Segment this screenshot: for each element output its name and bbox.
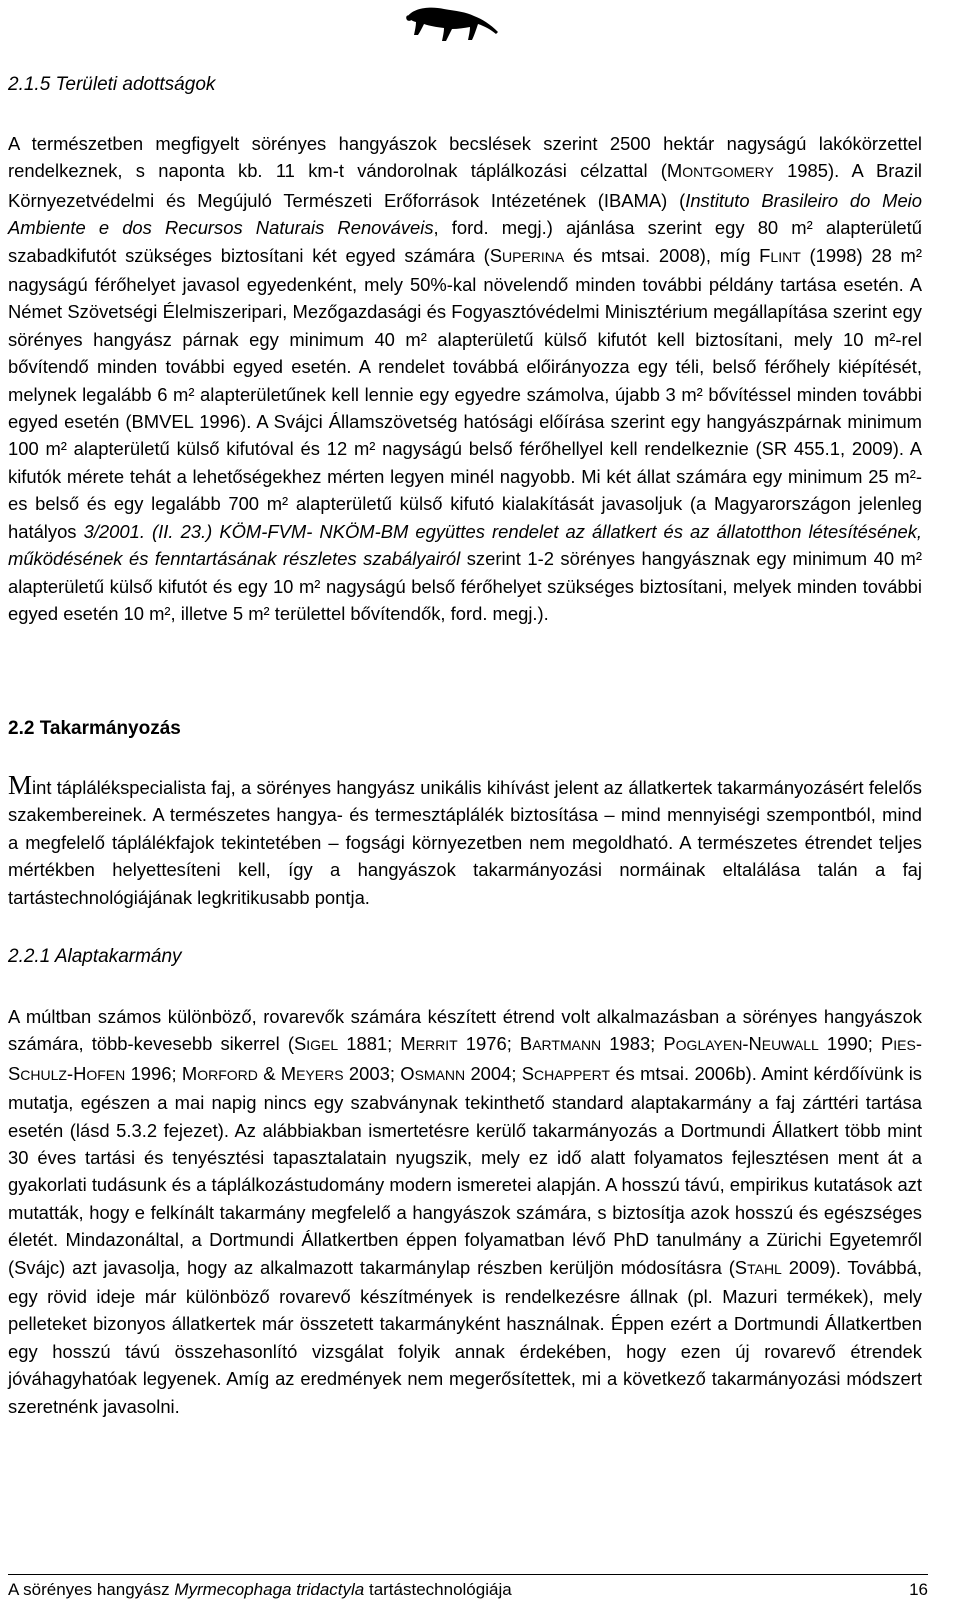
paragraph-takarmanyozas: Mint táplálékspecialista faj, a sörényes hangyász unikális kihívást jelent az állatkertek takarmányozásért felelős szakembereinek. A természetes hangya- és termesztáplálék biztosítása – mind mennyiségi szempontból, mind a megfelelő táplálékfajok tekintetében – fogsági környezetben nem megoldható. A természetes étrendet teljes mértékben helyettesíteni kell, így a hangyászok takarmányozási normáinak eltalálása talán a faj tartástechnológiájának legkritikusabb pontja. <box>8 770 922 908</box>
paragraph-teruleti-adottsagok: A természetben megfigyelt sörényes hangyászok becslések szerint 2500 hektár nagyságú lakókörzettel rendelkeznek, s naponta kb. 11 km-t vándorolnak táplálkozási célzattal (MONTGOMERY 1985). A Brazil Környezetvédelmi és Megújuló Természeti Erőforrások Intézetének (IBAMA) (Instituto Brasileiro do Meio Ambiente e dos Recursos Naturais Renováveis, ford. megj.) ajánlása szerint egy 80 m² alapterületű szabadkifutót szükséges biztosítani két egyed számára (SUPERINA és mtsai. 2008), míg FLINT (1998) 28 m² nagyságú férőhelyet javasol egyedenként, mely 50%-kal növelendő minden további példány tartása esetén. A Német Szövetségi Élelmiszeripari, Mezőgazdasági és Fogyasztóvédelmi Minisztérium megállapítása szerint egy sörényes hangyász párnak egy minimum 40 m² alapterületű külső kifutót kell biztosítani, mely 10 m²-rel bővítendő minden további egyed esetén. A rendelet továbbá előirányozza egy téli, belső férőhely kiépítését, melynek legalább 6 m² alapterületűnek kell lennie egy egyedre számolva, újabb 3 m² bővítéssel minden további egyed esetén (BMVEL 1996). A Svájci Államszövetség hatósági előírása szerint egy hangyászpárnak minimum 100 m² alapterületű külső kifutóval és 12 m² nagyságú belső férőhellyel kell rendelkeznie (SR 455.1, 2009). A kifutók mérete tehát a lehetőségekhez mérten legyen minél nagyobb. Mi két állat számára egy minimum 25 m²-es belső és egy legalább 700 m² alapterületű külső kifutó kialakítását javasoljuk (a Magyarországon jelenleg hatályos 3/2001. (II. 23.) KÖM-FVM- NKÖM-BM együttes rendelet az állatkert és az állatotthon létesítésének, működésének és fenntartásának részletes szabályairól szerint 1-2 sörényes hangyásznak egy minimum 40 m² alapterületű külső kifutót és egy 10 m² nagyságú belső férőhelyet szükséges biztosítani, melyek minden további egyed esetén 10 m², illetve 5 m² területtel bővítendők, ford. megj.). <box>8 133 923 624</box>
footer-divider <box>8 1574 928 1575</box>
section-heading-2-2-1: 2.2.1 Alaptakarmány <box>8 946 182 967</box>
anteater-silhouette-icon <box>404 2 500 44</box>
page-number: 16 <box>909 1580 928 1599</box>
footer-title: A sörényes hangyász Myrmecophaga tridactyla tartástechnológiája <box>8 1580 512 1599</box>
paragraph-alaptakarmany: A múltban számos különböző, rovarevők számára készített étrend volt alkalmazásban a sörényes hangyászok számára, több-kevesebb sikerrel (SIGEL 1881; MERRIT 1976; BARTMANN 1983; POGLAYEN-NEUWALL 1990; PIES-SCHULZ-HOFEN 1996; MORFORD & MEYERS 2003; OSMANN 2004; SCHAPPERT és mtsai. 2006b). Amint kérdőívünk is mutatja, egészen a mai napig nincs egy szabványnak tekinthető standard alaptakarmány a faj zárttéri tartása esetén (lásd 5.3.2 fejezet). Az alábbiakban ismertetésre kerülő takarmányozás a Dortmundi Állatkert több mint 30 éves tartási és tenyésztési tapasztalatain nyugszik, mely ez idő alatt folyamatos fejlesztésen ment át a gyakorlati tudásunk és a táplálkozástudomány modern ismeretei alapján. A hosszú távú, empirikus kutatások azt mutatták, hogy e felkínált takarmány megfelelő a hangyászok számára, s biztosítja azok hosszú és egészséges életét. Mindazonáltal, a Dortmundi Állatkertben éppen folyamatban lévő PhD tanulmány a Zürichi Egyetemről (Svájc) azt javasolja, hogy az alkalmazott takarmánylap részben kerüljön módosításra (STAHL 2009). Továbbá, egy rövid ideje már különböző rovarevő készítmények is rendelkezésre állnak (pl. Mazuri termékek), mely pelleteket bizonyos állatkertek már összetett takarmányként használnak. Éppen ezért a Dortmundi Állatkertben egy hosszú távú összehasonlító vizsgálat folyik annak érdekében, hogy ezen új rovarevő étrendek jóváhagyhatóak legyenek. Amíg az eredmények nem megerősítettek, mi a következő takarmányozási módszert szeretnénk javasolni. <box>8 1006 923 1417</box>
section-heading-2-1-5: 2.1.5 Területi adottságok <box>8 74 216 95</box>
drop-cap: M <box>8 770 33 800</box>
section-heading-2-2: 2.2 Takarmányozás <box>8 718 181 739</box>
